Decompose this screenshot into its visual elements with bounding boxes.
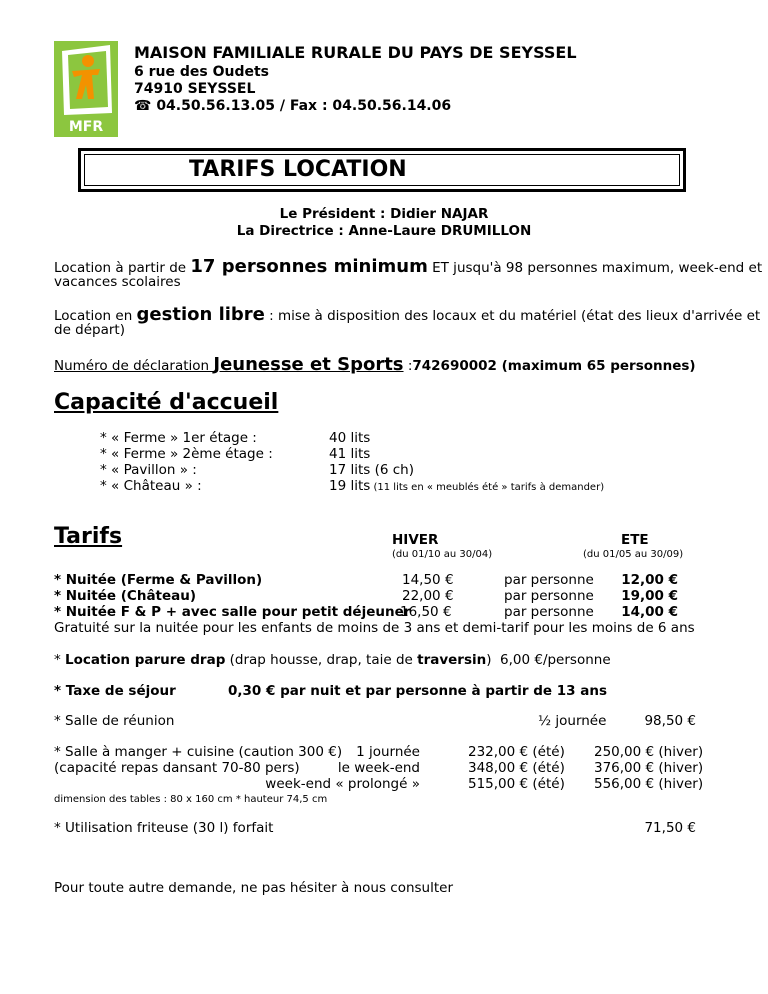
parure-line: * Location parure drap (drap housse, drap, taie de traversin) [54, 652, 492, 668]
friteuse-price: 71,50 € [644, 820, 696, 836]
nuitee-ete: 19,00 € [621, 588, 678, 604]
hiver-header: HIVER [392, 532, 439, 548]
salle-label: * Salle à manger + cuisine (caution 300 €) [54, 744, 343, 760]
nuitee-label: * Nuitée (Château) [54, 588, 197, 604]
intro-line-2: Location en gestion libre : mise à disposition des locaux et du matériel (état des lieux d'arrivée et [54, 304, 761, 325]
hiver-dates: (du 01/10 au 30/04) [392, 549, 493, 560]
nuitee-unit: par personne [504, 572, 594, 588]
salle-period: le week-end [337, 760, 420, 776]
nuitee-hiver: 14,50 € [402, 572, 454, 588]
capacity-label: * « Ferme » 2ème étage : [100, 446, 273, 462]
salle-hiver: 556,00 € (hiver) [594, 776, 704, 792]
ete-dates: (du 01/05 au 30/09) [583, 549, 684, 560]
capacity-value: 40 lits [329, 430, 371, 446]
title-box [78, 148, 686, 192]
capacity-value: 17 lits (6 ch) [329, 462, 414, 478]
gratuite-note: Gratuité sur la nuitée pour les enfants de moins de 3 ans et demi-tarif pour les moins de 6 ans [54, 620, 695, 636]
intro-line-1-cont: vacances scolaires [54, 274, 181, 290]
nuitee-hiver: 22,00 € [402, 588, 454, 604]
capacity-label: * « Château » : [100, 478, 202, 494]
salle-ete: 515,00 € (été) [468, 776, 565, 792]
reunion-price: 98,50 € [644, 713, 696, 729]
ete-header: ETE [621, 532, 649, 548]
intro-line-1: Location à partir de 17 personnes minimum ET jusqu'à 98 personnes maximum, week-end et [54, 256, 763, 277]
salle-ete: 348,00 € (été) [468, 760, 565, 776]
address-street: 6 rue des Oudets [134, 64, 269, 80]
salle-hiver: 376,00 € (hiver) [594, 760, 704, 776]
salle-capacity: (capacité repas dansant 70-80 pers) [54, 760, 300, 776]
salle-ete: 232,00 € (été) [468, 744, 565, 760]
phone-fax: ☎ 04.50.56.13.05 / Fax : 04.50.56.14.06 [134, 98, 452, 114]
salle-period: week-end « prolongé » [265, 776, 420, 792]
nuitee-label: * Nuitée F & P + avec salle pour petit déjeuner [54, 604, 411, 620]
page-title: TARIFS LOCATION [189, 157, 407, 182]
address-city: 74910 SEYSSEL [134, 81, 256, 97]
mfr-logo [54, 41, 118, 137]
taxe-value: 0,30 € par nuit et par personne à partir de 13 ans [228, 683, 607, 699]
reunion-period: ½ journée [538, 713, 607, 729]
parure-price: 6,00 €/personne [500, 652, 611, 668]
capacity-value: 19 lits (11 lits en « meublés été » tarifs à demander) [329, 478, 605, 494]
nuitee-ete: 12,00 € [621, 572, 678, 588]
nuitee-label: * Nuitée (Ferme & Pavillon) [54, 572, 263, 588]
reunion-label: * Salle de réunion [54, 713, 175, 729]
tarifs-heading: Tarifs [54, 524, 123, 549]
footer-note: Pour toute autre demande, ne pas hésiter à nous consulter [54, 880, 453, 896]
salle-period: 1 journée [356, 744, 420, 760]
capacity-label: * « Ferme » 1er étage : [100, 430, 257, 446]
intro-line-2-cont: de départ) [54, 322, 125, 338]
nuitee-unit: par personne [504, 604, 594, 620]
nuitee-unit: par personne [504, 588, 594, 604]
org-name: MAISON FAMILIALE RURALE DU PAYS DE SEYSSEL [134, 43, 577, 62]
capacity-value: 41 lits [329, 446, 371, 462]
taxe-label: * Taxe de séjour [54, 683, 176, 699]
president: Le Président : Didier NAJAR [279, 206, 489, 222]
nuitee-hiver: 16,50 € [400, 604, 452, 620]
declaration-line: Numéro de déclaration Jeunesse et Sports :742690002 (maximum 65 personnes) [54, 354, 696, 375]
capacity-label: * « Pavillon » : [100, 462, 197, 478]
salle-hiver: 250,00 € (hiver) [594, 744, 704, 760]
tables-note: dimension des tables : 80 x 160 cm * hauteur 74,5 cm [54, 794, 328, 805]
friteuse-label: * Utilisation friteuse (30 l) forfait [54, 820, 274, 836]
capacity-heading: Capacité d'accueil [54, 390, 279, 415]
svg-text:MFR: MFR [68, 119, 104, 135]
nuitee-ete: 14,00 € [621, 604, 678, 620]
director: La Directrice : Anne-Laure DRUMILLON [236, 223, 532, 239]
